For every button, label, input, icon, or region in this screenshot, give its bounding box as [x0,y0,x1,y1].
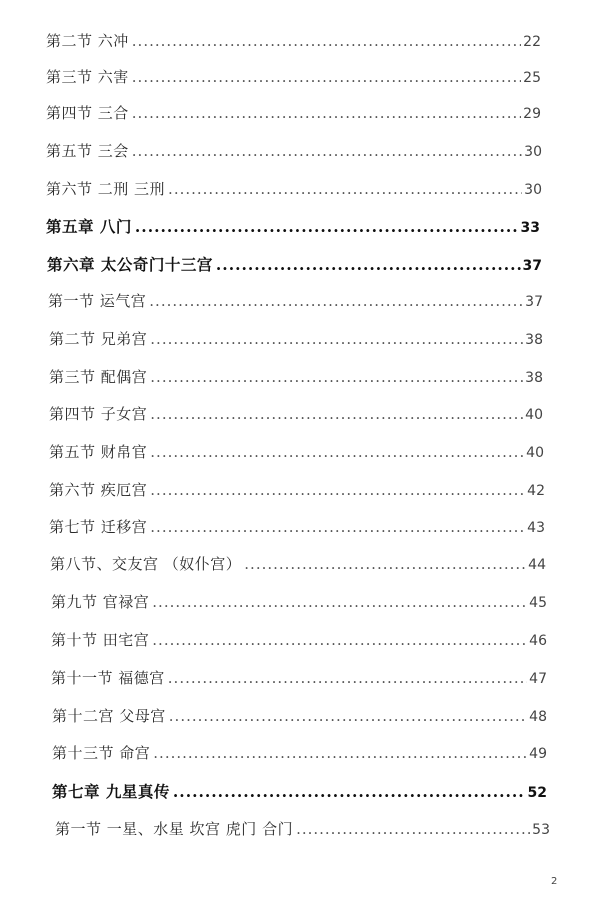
toc-leader-dots [132,66,521,88]
toc-leader-dots [150,403,523,425]
toc-leader-dots [152,629,527,651]
toc-entry-page: 42 [527,483,545,499]
toc-entry [49,441,544,463]
toc-entry-page: 38 [525,370,543,386]
toc-entry [49,479,545,501]
toc-entry-title: 第六节 二刑 三刑 [46,180,166,198]
toc-entry-page: 37 [525,294,543,310]
toc-entry [48,290,543,312]
toc-leader-dots [168,178,522,200]
toc-entry-title: 第七章 九星真传 [52,782,170,801]
toc-entry-title: 第十一节 福德宫 [51,669,165,687]
toc-chapter-entry [47,254,542,276]
toc-entry-title: 第七节 迁移宫 [49,518,148,536]
toc-entry-page: 45 [529,595,547,611]
toc-leader-dots [132,30,521,52]
toc-entry [46,178,542,200]
toc-entry-title: 第四节 三合 [46,104,129,122]
toc-entry [50,553,546,575]
toc-entry-title: 第五章 八门 [46,217,132,236]
toc-entry [52,742,547,764]
toc-entry [55,818,550,840]
toc-entry [51,667,547,689]
page-number: 2 [551,876,558,887]
toc-entry-page: 40 [526,445,544,461]
toc-entry-page: 38 [525,332,543,348]
toc-entry-page: 47 [529,671,547,687]
toc-leader-dots [216,254,521,276]
toc-entry-title: 第一节 运气宫 [48,292,147,310]
toc-chapter-entry [46,216,540,238]
toc-entry-page: 30 [524,182,542,198]
toc-entry-page: 40 [525,407,543,423]
toc-entry-title: 第五节 财帛官 [49,443,148,461]
toc-entry-title: 第十三节 命宫 [52,744,151,762]
toc-entry [49,516,545,538]
toc-leader-dots [150,366,523,388]
toc-entry-title: 第十二宫 父母宫 [52,707,166,725]
toc-entry-title: 第五节 三会 [46,142,129,160]
toc-chapter-entry [52,781,547,803]
toc-leader-dots [149,290,523,312]
toc-entry [46,30,541,52]
toc-entry [51,629,547,651]
toc-entry-page: 46 [529,633,547,649]
toc-entry-title: 第四节 子女宫 [49,405,148,423]
toc-entry-page: 53 [532,822,550,838]
toc-entry-title: 第九节 官禄宫 [51,593,150,611]
toc-leader-dots [169,705,527,727]
toc-entry [49,328,543,350]
toc-entry-page: 33 [520,220,540,236]
toc-entry [51,591,547,613]
toc-entry [49,403,543,425]
toc-entry [46,140,542,162]
toc-leader-dots [132,102,521,124]
toc-entry-page: 25 [523,70,541,86]
toc-entry-title: 第八节、交友宫 （奴仆宫） [50,555,242,573]
toc-entry-title: 第十节 田宅宫 [51,631,150,649]
toc-leader-dots [132,140,522,162]
toc-entry-title: 第三节 六害 [46,68,129,86]
toc-leader-dots [150,441,524,463]
toc-entry-title: 第二节 兄弟宫 [49,330,148,348]
toc-entry-page: 37 [522,258,542,274]
toc-entry-title: 第六章 太公奇门十三宫 [47,255,213,274]
toc-entry-page: 22 [523,34,541,50]
toc-entry [52,705,547,727]
toc-entry [49,366,543,388]
toc-entry-page: 44 [528,557,546,573]
toc-entry-title: 第一节 一星、水星 坎宫 虎门 合门 [55,820,294,838]
toc-entry-page: 29 [523,106,541,122]
toc-leader-dots [173,781,526,803]
toc-leader-dots [244,553,526,575]
toc-entry-title: 第二节 六冲 [46,32,129,50]
toc-leader-dots [150,328,523,350]
toc-entry [46,102,541,124]
toc-entry [46,66,541,88]
toc-leader-dots [150,516,525,538]
toc-entry-page: 30 [524,144,542,160]
toc-entry-page: 49 [529,746,547,762]
toc-leader-dots [153,742,527,764]
toc-leader-dots [296,818,530,840]
toc-entry-title: 第三节 配偶宫 [49,368,148,386]
toc-entry-page: 48 [529,709,547,725]
toc-entry-page: 52 [527,785,547,801]
toc-entry-page: 43 [527,520,545,536]
toc-leader-dots [152,591,527,613]
toc-leader-dots [135,216,519,238]
toc-leader-dots [150,479,525,501]
toc-entry-title: 第六节 疾厄宫 [49,481,148,499]
toc-leader-dots [168,667,527,689]
